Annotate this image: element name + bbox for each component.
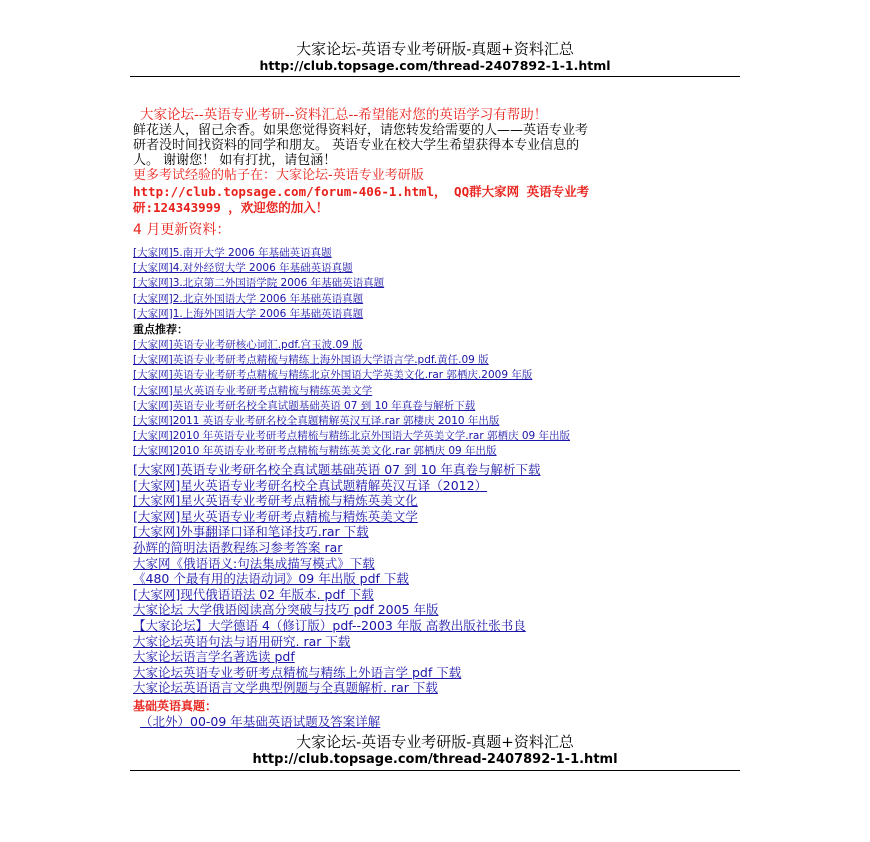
resource-link[interactable]: 大家论坛英语专业考研考点精梳与精练上外语言学 pdf 下载: [133, 664, 462, 680]
header-url: http://club.topsage.com/thread-2407892-1-1.html: [259, 58, 611, 73]
list-item: [133, 618, 540, 634]
resource-link[interactable]: 《480 个最有用的法语动词》09 年出版 pdf 下载: [133, 571, 409, 587]
footer-url: http://club.topsage.com/thread-2407892-1-1.html: [252, 752, 618, 767]
list-item: [133, 292, 384, 307]
key-recommend-title: 重点推荐：: [133, 323, 188, 336]
list-item: [133, 509, 540, 525]
list-item: [133, 429, 570, 444]
list-item: [133, 307, 384, 322]
resource-link[interactable]: [大家网]外事翻译口译和笔译技巧.rar 下载: [133, 524, 369, 540]
resource-link[interactable]: [大家网]2010 年英语专业考研考点精梳与精练北京外国语大学英美文学.rar 郭栖庆 09 年出版: [133, 430, 571, 443]
resource-link[interactable]: [大家网]5.南开大学 2006 年基础英语真题: [133, 247, 332, 259]
april-updates-list: [133, 246, 384, 322]
resource-link[interactable]: [大家网]星火英语专业考研考点精梳与精炼英美文化: [133, 493, 418, 509]
more-resources-list: [133, 462, 540, 696]
list-item: [140, 714, 380, 730]
list-item: [133, 261, 384, 276]
resource-link[interactable]: [大家网]1.上海外国语大学 2006 年基础英语真题: [133, 307, 364, 320]
intro-forum-link[interactable]: http://club.topsage.com/forum-406-1.html， QQ群大家网 英语专业考: [133, 184, 590, 199]
list-item: [133, 634, 540, 650]
list-item: [133, 649, 540, 665]
resource-link[interactable]: 大家网《俄语语义:句法集成描写模式》下载: [133, 555, 375, 571]
list-item: [133, 444, 570, 459]
list-item: [133, 399, 570, 414]
resource-link[interactable]: [大家网]2010 年英语专业考研考点精梳与精练英美文化.rar 郭栖庆 09 年出版: [133, 445, 497, 458]
resource-link[interactable]: [大家网]4.对外经贸大学 2006 年基础英语真题: [133, 262, 353, 275]
resource-link[interactable]: [大家网]星火英语专业考研考点精梳与精炼英美文学: [133, 508, 418, 524]
intro-headline: 大家论坛--英语专业考研--资料汇总--希望能对您的英语学习有帮助！: [140, 107, 548, 123]
header-title: 大家论坛-英语专业考研版-真题+资料汇总: [296, 40, 574, 58]
intro-line: 鲜花送人，留己余香。如果您觉得资料好，请您转发给需要的人——英语专业考: [133, 123, 589, 138]
resource-link[interactable]: （北外）00-09 年基础英语试题及答案详解: [140, 714, 381, 729]
resource-link[interactable]: [大家网]英语专业考研名校全真试题基础英语 07 到 10 年真卷与解析下载: [133, 462, 541, 477]
footer-title: 大家论坛-英语专业考研版-真题+资料汇总: [296, 733, 574, 751]
list-item: [133, 478, 540, 494]
resource-link[interactable]: 大家论坛语言学名著选读 pdf: [133, 649, 295, 665]
resource-link[interactable]: [大家网]英语专业考研考点精梳与精练北京外国语大学英美文化.rar 郭栖庆.2009 年版: [133, 369, 533, 382]
intro-qq-group: 研:124343999 ，欢迎您的加入！: [133, 200, 329, 215]
footer-divider: [130, 770, 740, 771]
resource-link[interactable]: 【大家论坛】大学德语 4（修订版）pdf--2003 年版 高教出版社张书良: [133, 617, 526, 633]
april-updates-title: 4 月更新资料：: [133, 222, 231, 238]
resource-link[interactable]: 大家论坛英语句法与语用研究. rar 下载: [133, 633, 351, 649]
list-item: [133, 556, 540, 572]
resource-link[interactable]: [大家网]2.北京外国语大学 2006 年基础英语真题: [133, 292, 364, 305]
key-recommend-list: [133, 338, 570, 460]
resource-link[interactable]: [大家网]3.北京第二外国语学院 2006 年基础英语真题: [133, 277, 385, 290]
list-item: [133, 368, 570, 383]
list-item: [133, 462, 540, 478]
list-item: [133, 540, 540, 556]
intro-line: 研者没时间找资料的同学和朋友。 英语专业在校大学生希望获得本专业信息的: [133, 138, 580, 153]
list-item: [133, 587, 540, 603]
list-item: [133, 665, 540, 681]
resource-link[interactable]: [大家网]英语专业考研考点精梳与精练上海外国语大学语言学.pdf.黄任.09 版: [133, 354, 489, 367]
resource-link[interactable]: [大家网]星火英语专业考研考点精梳与精练英美文学: [133, 384, 373, 397]
list-item: [133, 414, 570, 429]
list-item: [133, 524, 540, 540]
list-item: [133, 384, 570, 399]
resource-link[interactable]: [大家网]英语专业考研核心词汇.pdf.宫玉波.09 版: [133, 339, 363, 351]
resource-link[interactable]: 大家论坛 大学俄语阅读高分突破与技巧 pdf 2005 年版: [133, 602, 439, 618]
intro-forum-note: 更多考试经验的帖子在：大家论坛-英语专业考研版: [133, 168, 424, 183]
list-item: [133, 602, 540, 618]
resource-link[interactable]: [大家网]星火英语专业考研名校全真试题精解英汉互译（2012）: [133, 477, 488, 493]
list-item: [133, 276, 384, 291]
list-item: [133, 571, 540, 587]
list-item: [133, 246, 384, 261]
list-item: [133, 353, 570, 368]
basic-english-list: [140, 714, 380, 730]
list-item: [133, 680, 540, 696]
resource-link[interactable]: 孙辉的简明法语教程练习参考答案 rar: [133, 539, 343, 555]
list-item: [133, 338, 570, 353]
intro-line: 人。 谢谢您！ 如有打扰，请包涵！: [133, 153, 337, 168]
resource-link[interactable]: 大家论坛英语语言文学典型例题与全真题解析. rar 下载: [133, 680, 438, 696]
basic-english-title: 基础英语真题：: [133, 699, 218, 713]
header-divider: [130, 76, 740, 77]
list-item: [133, 493, 540, 509]
resource-link[interactable]: [大家网]2011 英语专业考研名校全真题精解英汉互译.rar 郭棲庆 2010 年出版: [133, 414, 500, 427]
resource-link[interactable]: [大家网]现代俄语语法 02 年版本. pdf 下载: [133, 586, 374, 602]
resource-link[interactable]: [大家网]英语专业考研名校全真试题基础英语 07 到 10 年真卷与解析下载: [133, 399, 476, 412]
